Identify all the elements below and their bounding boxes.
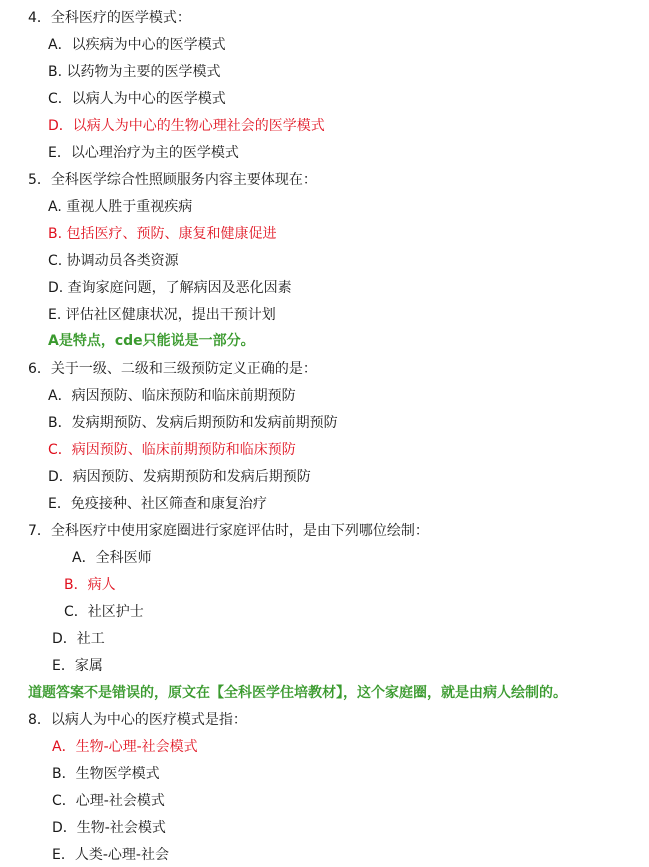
- q6-option-b: B．发病期预防、发病后期预防和发病前期预防: [48, 415, 338, 431]
- q8-option-e: E．人类-心理-社会: [52, 847, 169, 863]
- q6-option-d: D．病因预防、发病期预防和发病后期预防: [48, 469, 311, 485]
- question-6: 6．关于一级、二级和三级预防定义正确的是：: [28, 361, 317, 377]
- q7-option-a: A．全科医师: [72, 550, 152, 566]
- question-5: 5．全科医学综合性照顾服务内容主要体现在：: [28, 172, 317, 188]
- q8-option-b: B．生物医学模式: [52, 766, 160, 782]
- q4-option-d-answer: D．以病人为中心的生物心理社会的医学模式: [48, 118, 325, 134]
- q5-option-b-answer: B. 包括医疗、预防、康复和健康促进: [48, 226, 277, 242]
- q4-option-c: C．以病人为中心的医学模式: [48, 91, 226, 107]
- q7-note: 道题答案不是错误的，原文在【全科医学住培教材】，这个家庭圈，就是由病人绘制的。: [28, 685, 567, 701]
- q8-option-c: C．心理-社会模式: [52, 793, 165, 809]
- q7-option-d: D．社工: [52, 631, 105, 647]
- q7-option-e: E．家属: [52, 658, 103, 674]
- question-7: 7．全科医疗中使用家庭圈进行家庭评估时，是由下列哪位绘制：: [28, 523, 429, 539]
- question-8: 8．以病人为中心的医疗模式是指：: [28, 712, 247, 728]
- q5-option-a: A. 重视人胜于重视疾病: [48, 199, 193, 215]
- q4-option-a: A．以疾病为中心的医学模式: [48, 37, 226, 53]
- q4-option-e: E．以心理治疗为主的医学模式: [48, 145, 239, 161]
- q5-option-c: C. 协调动员各类资源: [48, 253, 179, 269]
- q5-note: A是特点，cde只能说是一部分。: [48, 333, 255, 349]
- q5-option-e: E. 评估社区健康状况，提出干预计划: [48, 307, 276, 323]
- q7-option-c: C．社区护士: [64, 604, 144, 620]
- q7-option-b-answer: B．病人: [64, 577, 116, 593]
- q8-option-a-answer: A．生物-心理-社会模式: [52, 739, 198, 755]
- q4-option-b: B. 以药物为主要的医学模式: [48, 64, 221, 80]
- q6-option-a: A．病因预防、临床预防和临床前期预防: [48, 388, 296, 404]
- q5-option-d: D. 查询家庭问题，了解病因及恶化因素: [48, 280, 292, 296]
- q8-option-d: D．生物-社会模式: [52, 820, 166, 836]
- q6-option-e: E．免疫接种、社区筛查和康复治疗: [48, 496, 267, 512]
- q6-option-c-answer: C．病因预防、临床前期预防和临床预防: [48, 442, 296, 458]
- question-4: 4．全科医疗的医学模式：: [28, 10, 191, 26]
